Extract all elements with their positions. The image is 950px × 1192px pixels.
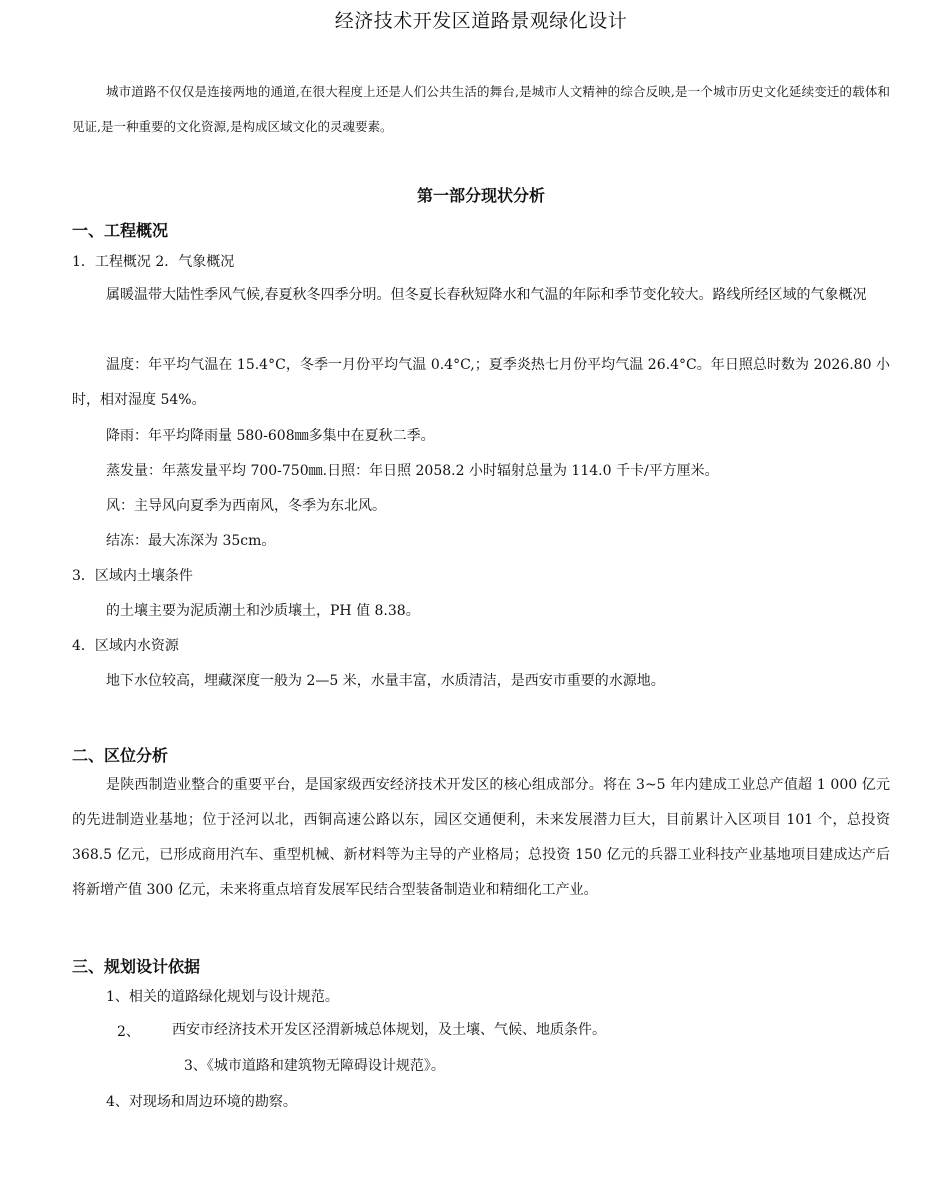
water-line: 地下水位较高，埋藏深度一般为 2—5 米，水量丰富，水质清洁，是西安市重要的水源地。 — [106, 673, 665, 689]
wind-line: 风：主导风向夏季为西南风，冬季为东北风。 — [106, 498, 386, 514]
location-analysis-paragraph: 是陕西制造业整合的重要平台，是国家级西安经济技术开发区的核心组成部分。将在 3~5 年内建成工业总产值超 1 000 亿元的先进制造业基地；位于泾河以北，西铜高速公路以东，园区交通便利，未来发展潜力巨大，目前累计入区项目 101 个，总投资 368.5 亿元，已形成商用汽车、重型机械、新材料等为主导的产业格局；总投资 150 亿元的兵器工业科技产业基地项目建成达产后将新增产值 300 亿元，未来将重点培育发展军民结合型装备制造业和精细化工产业。 — [72, 777, 890, 898]
evaporation-line: 蒸发量：年蒸发量平均 700-750㎜.日照：年日照 2058.2 小时辐射总量为 114.0 千卡/平方厘米。 — [106, 463, 719, 479]
water-heading: 4．区域内水资源 — [72, 638, 179, 654]
rainfall-line: 降雨：年平均降雨量 580-608㎜多集中在夏秋二季。 — [106, 428, 435, 444]
climate-paragraph: 属暖温带大陆性季风气候,春夏秋冬四季分明。但冬夏长春秋短降水和气温的年际和季节变化较大。路线所经区域的气象概况 — [106, 287, 867, 303]
part-heading: 第一部分现状分析 — [416, 186, 545, 205]
planning-basis-item-1: 1、相关的道路绿化规划与设计规范。 — [106, 989, 339, 1005]
intro-paragraph: 城市道路不仅仅是连接两地的通道,在很大程度上还是人们公共生活的舞台,是城市人文精神的综合反映,是一个城市历史文化延续变迁的载体和见证,是一种重要的文化资源,是构成区域文化的灵魂要素。 — [72, 84, 890, 134]
temperature-paragraph: 温度：年平均气温在 15.4°C，冬季一月份平均气温 0.4°C,；夏季炎热七月份平均气温 26.4°C。年日照总时数为 2026.80 小时，相对湿度 54%。 — [72, 357, 890, 408]
document-title: 经济技术开发区道路景观绿化设计 — [334, 10, 628, 32]
planning-basis-item-2-text: 西安市经济技术开发区泾渭新城总体规划，及土壤、气候、地质条件。 — [172, 1022, 606, 1038]
soil-heading: 3．区域内土壤条件 — [72, 568, 193, 584]
section-heading-project-overview: 一、工程概况 — [72, 221, 169, 240]
project-overview-item: 1．工程概况 2．气象概况 — [72, 254, 235, 270]
freeze-line: 结冻：最大冻深为 35cm。 — [106, 533, 276, 549]
section-heading-location-analysis: 二、区位分析 — [72, 746, 169, 765]
section-heading-planning-basis: 三、规划设计依据 — [72, 957, 201, 976]
planning-basis-item-2-number: 2、 — [117, 1024, 140, 1040]
planning-basis-item-4: 4、对现场和周边环境的勘察。 — [106, 1094, 297, 1110]
soil-line: 的土壤主要为泥质潮土和沙质壤土，PH 值 8.38。 — [106, 603, 420, 619]
planning-basis-item-3: 3、《城市道路和建筑物无障碍设计规范》。 — [184, 1058, 445, 1074]
